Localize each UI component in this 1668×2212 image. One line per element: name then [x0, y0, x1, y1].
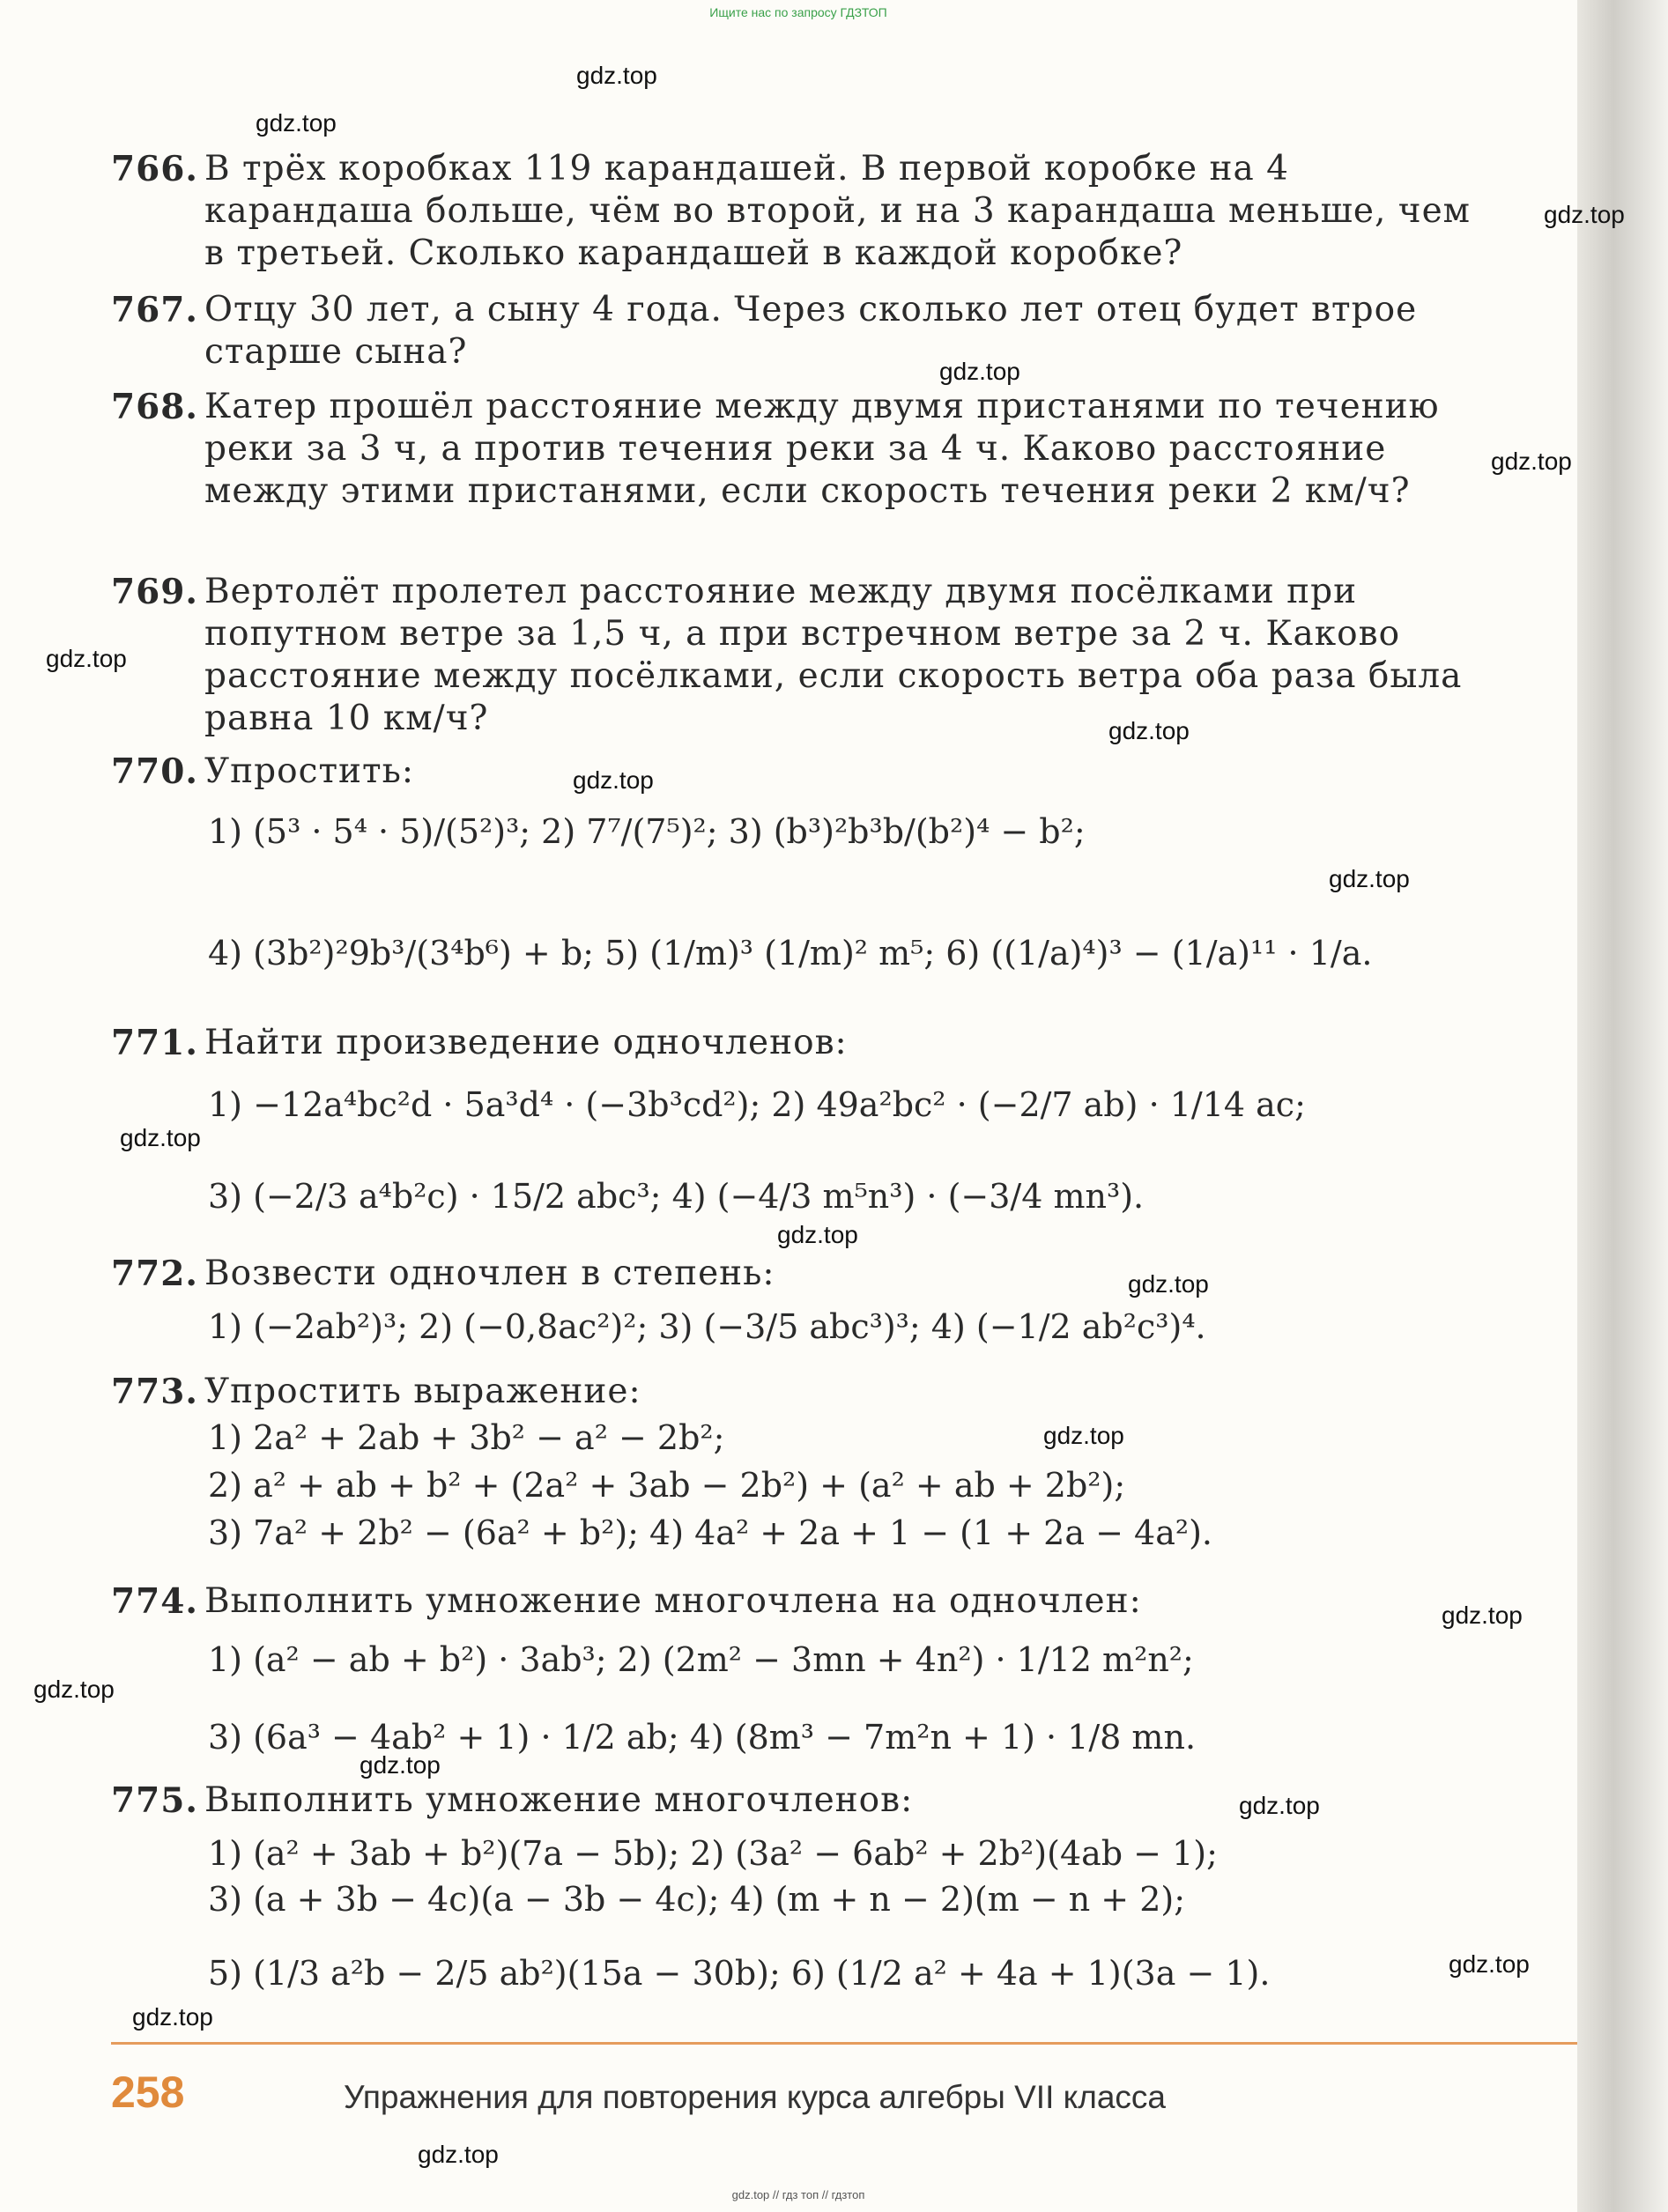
- watermark: gdz.top: [573, 766, 654, 794]
- watermark: gdz.top: [132, 2003, 213, 2031]
- watermark: gdz.top: [576, 62, 657, 89]
- problem-text: Отцу 30 лет, а сыну 4 года. Через сколько лет отец будет втрое старше сына?: [204, 290, 1418, 372]
- problem-771: [111, 1022, 1486, 1064]
- watermark: gdz.top: [777, 1221, 858, 1248]
- watermark: gdz.top: [1491, 448, 1572, 475]
- problem-text: Упростить выражение:: [204, 1372, 641, 1411]
- expression-row: 3) (6a³ − 4ab² + 1) · 1/2 ab; 4) (8m³ − 7m²n + 1) · 1/8 mn.: [208, 1718, 1197, 1757]
- problem-text: Упростить:: [204, 751, 414, 791]
- watermark: gdz.top: [46, 645, 127, 672]
- problem-775: [111, 1779, 1486, 1822]
- problem-text: Вертолёт пролетел расстояние между двумя посёлками при попутном ветре за 1,5 ч, а при встречном ветре за 2 ч. Каково расстояние между посёлками, если скорость ветра оба раза была равна 10 км/ч?: [204, 572, 1463, 738]
- top-search-note: Ищите нас по запросу ГДЗТОП: [709, 5, 887, 19]
- problem-773: [111, 1371, 1486, 1413]
- problem-number: 775.: [111, 1780, 198, 1821]
- problem-768: [111, 386, 1486, 513]
- expression-row: 1) (a² + 3ab + b²)(7a − 5b); 2) (3a² − 6ab² + 2b²)(4ab − 1);: [208, 1834, 1218, 1873]
- problem-text: Найти произведение одночленов:: [204, 1023, 848, 1062]
- watermark: gdz.top: [360, 1751, 441, 1779]
- problem-text: Катер прошёл расстояние между двумя пристанями по течению реки за 3 ч, а против течения реки за 4 ч. Каково расстояние между этими пристанями, если скорость течения реки 2 км/ч?: [204, 387, 1440, 511]
- problem-number: 771.: [111, 1023, 198, 1063]
- problem-number: 767.: [111, 290, 198, 330]
- watermark: gdz.top: [1043, 1422, 1124, 1449]
- expression-row: 2) a² + ab + b² + (2a² + 3ab − 2b²) + (a² + ab + 2b²);: [208, 1466, 1126, 1505]
- problem-number: 768.: [111, 387, 198, 427]
- problem-text: Выполнить умножение многочлена на одночлен:: [204, 1581, 1142, 1621]
- footer-divider: [111, 2042, 1577, 2045]
- expression-row: 3) (a + 3b − 4c)(a − 3b − 4c); 4) (m + n − 2)(m − n + 2);: [208, 1880, 1186, 1919]
- watermark: gdz.top: [33, 1676, 115, 1703]
- expression-row: 1) (−2ab²)³; 2) (−0,8ac²)²; 3) (−3/5 abc³)³; 4) (−1/2 ab²c³)⁴.: [208, 1307, 1206, 1346]
- expression-row: 1) (5³ · 5⁴ · 5)/(5²)³; 2) 7⁷/(7⁵)²; 3) (b³)²b³b/(b²)⁴ − b²;: [208, 812, 1086, 851]
- problem-text: Возвести одночлен в степень:: [204, 1254, 775, 1293]
- problem-number: 774.: [111, 1581, 198, 1622]
- watermark: gdz.top: [1239, 1792, 1320, 1819]
- watermark: gdz.top: [1544, 201, 1625, 228]
- problem-number: 772.: [111, 1254, 198, 1294]
- watermark: gdz.top: [256, 109, 337, 137]
- watermark: gdz.top: [939, 358, 1020, 385]
- problem-770: [111, 751, 1486, 793]
- expression-row: 3) 7a² + 2b² − (6a² + b²); 4) 4a² + 2a + 1 − (1 + 2a − 4a²).: [208, 1513, 1212, 1552]
- page-fold-shadow: [1577, 0, 1668, 2212]
- problem-text: Выполнить умножение многочленов:: [204, 1780, 914, 1820]
- problem-number: 770.: [111, 751, 198, 792]
- watermark: gdz.top: [1449, 1950, 1530, 1978]
- expression-row: 1) −12a⁴bc²d · 5a³d⁴ · (−3b³cd²); 2) 49a²bc² · (−2/7 ab) · 1/14 ac;: [208, 1085, 1306, 1124]
- problem-number: 769.: [111, 572, 198, 612]
- problem-number: 773.: [111, 1372, 198, 1412]
- watermark: gdz.top: [1442, 1602, 1523, 1629]
- expression-row: 1) 2a² + 2ab + 3b² − a² − 2b²;: [208, 1418, 725, 1457]
- problem-number: 766.: [111, 149, 198, 189]
- watermark: gdz.top: [1108, 717, 1190, 744]
- expression-row: 1) (a² − ab + b²) · 3ab³; 2) (2m² − 3mn + 4n²) · 1/12 m²n²;: [208, 1640, 1194, 1679]
- expression-row: 4) (3b²)²9b³/(3⁴b⁶) + b; 5) (1/m)³ (1/m)² m⁵; 6) ((1/a)⁴)³ − (1/a)¹¹ · 1/a.: [208, 934, 1373, 973]
- problem-text: В трёх коробках 119 карандашей. В первой коробке на 4 карандаша больше, чём во второй, и на 3 карандаша меньше, чем в третьей. Сколько карандашей в каждой коробке?: [204, 149, 1472, 273]
- problem-766: [111, 148, 1486, 275]
- expression-row: 3) (−2/3 a⁴b²c) · 15/2 abc³; 4) (−4/3 m⁵n³) · (−3/4 mn³).: [208, 1177, 1145, 1216]
- problem-774: [111, 1580, 1486, 1623]
- problem-767: [111, 289, 1486, 374]
- watermark: gdz.top: [120, 1124, 201, 1151]
- watermark: gdz.top: [1128, 1270, 1209, 1298]
- footer-title: Упражнения для повторения курса алгебры VII класса: [344, 2079, 1166, 2115]
- watermark: gdz.top: [418, 2141, 499, 2168]
- bottom-source-note: gdz.top // гдз топ // гдзтоп: [731, 2188, 865, 2201]
- watermark: gdz.top: [1329, 865, 1410, 892]
- page-number: 258: [111, 2068, 185, 2117]
- problem-769: [111, 571, 1486, 740]
- problem-772: [111, 1253, 1486, 1295]
- expression-row: 5) (1/3 a²b − 2/5 ab²)(15a − 30b); 6) (1/2 a² + 4a + 1)(3a − 1).: [208, 1954, 1271, 1993]
